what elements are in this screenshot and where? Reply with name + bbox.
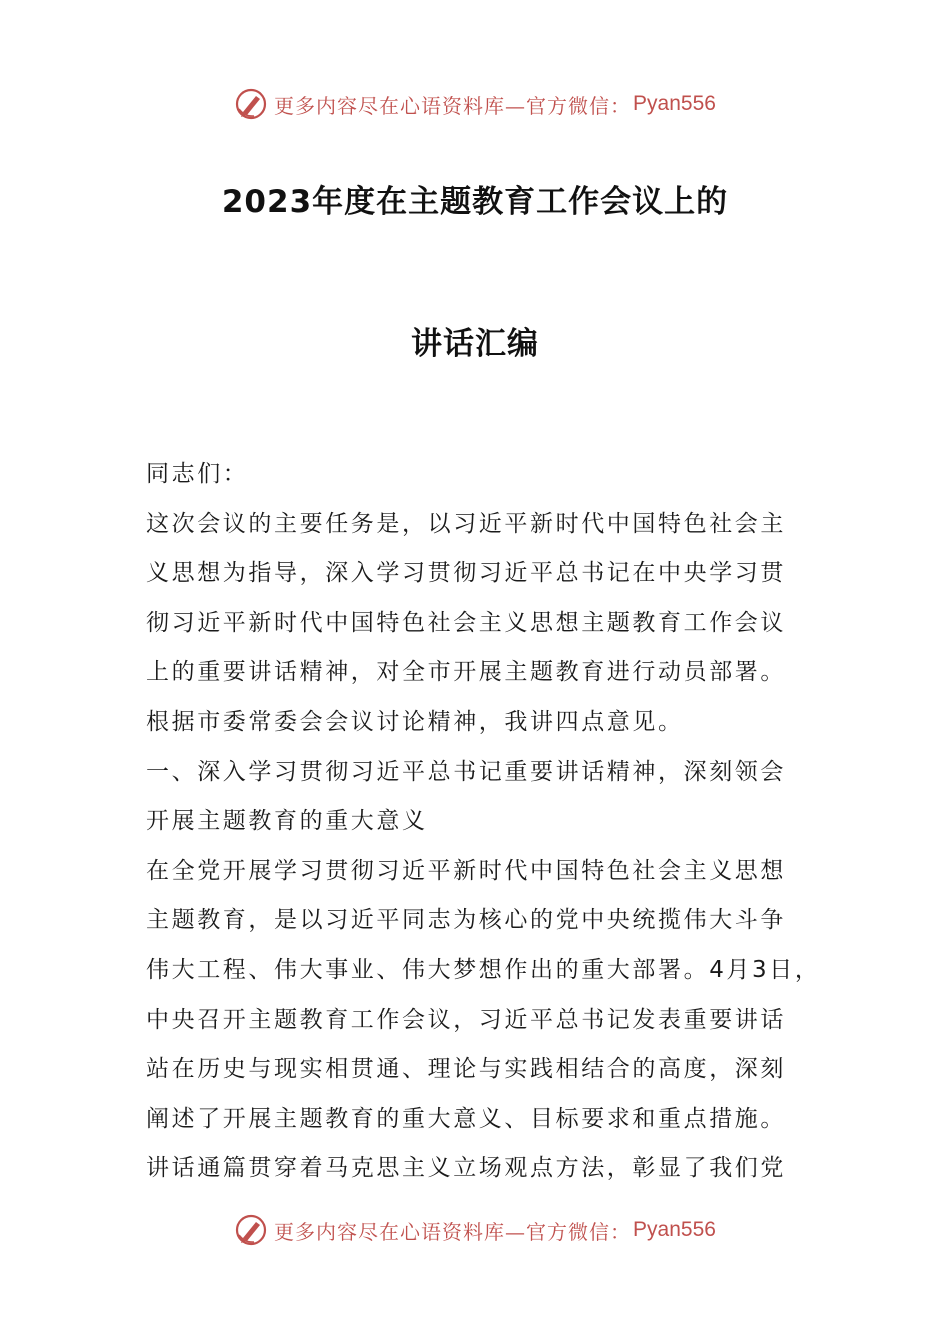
body-line: 根据市委常委会会议讨论精神，我讲四点意见。 — [146, 708, 684, 735]
body-line: 这次会议的主要任务是，以习近平新时代中国特色社会主 — [146, 510, 786, 537]
body-line: 义思想为指导，深入学习贯彻习近平总书记在中央学习贯 — [146, 560, 786, 587]
body-line: 上的重要讲话精神，对全市开展主题教育进行动员部署。 — [146, 659, 786, 686]
body-line: 阐述了开展主题教育的重大意义、目标要求和重点措施。 — [146, 1105, 786, 1132]
watermark-wechat-id: Pyan556 — [633, 92, 716, 115]
body-line: 伟大工程、伟大事业、伟大梦想作出的重大部署。4月3日， — [146, 956, 821, 983]
body-line: 中央召开主题教育工作会议，习近平总书记发表重要讲话 — [146, 1006, 786, 1033]
pen-logo-icon — [234, 87, 268, 121]
document-body — [146, 450, 826, 1194]
body-line: 在全党开展学习贯彻习近平新时代中国特色社会主义思想 — [146, 857, 786, 884]
document-title-line-2: 讲话汇编 — [411, 326, 539, 362]
section-heading-line: 一、深入学习贯彻习近平总书记重要讲话精神，深刻领会 — [146, 758, 786, 785]
body-line: 主题教育，是以习近平同志为核心的党中央统揽伟大斗争 — [146, 907, 786, 934]
watermark-banner-top — [0, 84, 950, 124]
body-line: 讲话通篇贯穿着马克思主义立场观点方法，彰显了我们党 — [146, 1155, 786, 1182]
watermark-text: 更多内容尽在心语资料库—官方微信： — [274, 1219, 632, 1244]
section-heading-line: 开展主题教育的重大意义 — [146, 808, 428, 835]
body-line: 彻习近平新时代中国特色社会主义思想主题教育工作会议 — [146, 609, 786, 636]
pen-logo-icon — [234, 1213, 268, 1247]
body-line: 站在历史与现实相贯通、理论与实践相结合的高度，深刻 — [146, 1056, 786, 1083]
watermark-banner-bottom — [0, 1210, 950, 1250]
document-title-line-1: 2023年度在主题教育工作会议上的 — [221, 184, 729, 220]
watermark-text: 更多内容尽在心语资料库—官方微信： — [274, 93, 632, 118]
salutation-line: 同志们： — [146, 461, 249, 487]
watermark-wechat-id: Pyan556 — [633, 1218, 716, 1241]
